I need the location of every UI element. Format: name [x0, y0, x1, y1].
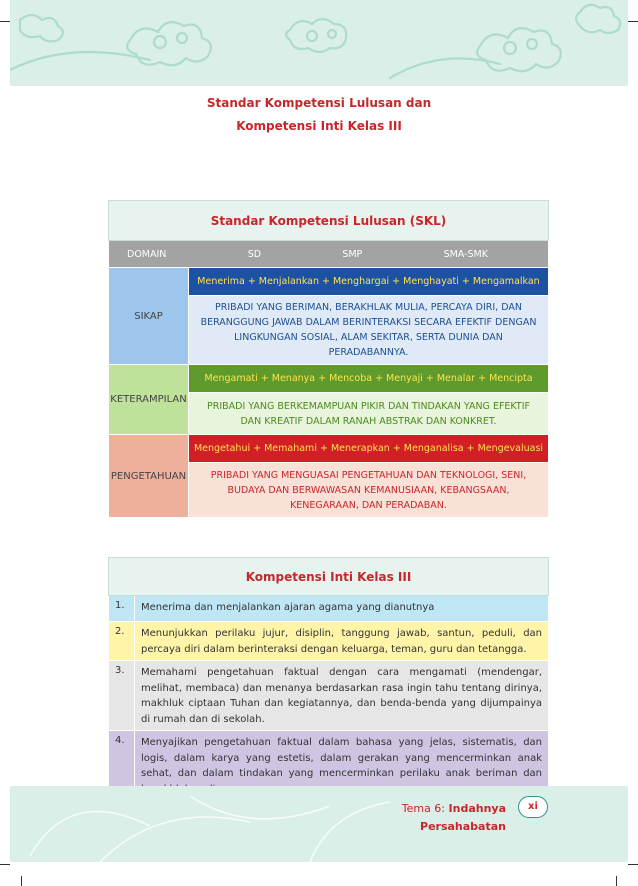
page-number-badge: xi — [518, 796, 548, 818]
skl-column-header-row — [109, 241, 549, 268]
column-header-sd: SD — [247, 248, 262, 260]
footer-theme-title: Indahnya Persahabatan — [420, 802, 506, 833]
table-row — [109, 622, 549, 661]
column-header-domain: DOMAIN — [127, 248, 167, 260]
process-bar-keterampilan: Mengamati + Menanya + Mencoba + Menyaji + Menalar + Mencipta — [189, 365, 549, 393]
domain-cell-keterampilan: KETERAMPILAN — [109, 365, 189, 435]
crop-mark — [0, 864, 10, 865]
crop-mark — [616, 876, 617, 886]
description-keterampilan: PRIBADI YANG BERKEMAMPUAN PIKIR DAN TINDAKAN YANG EFEKTIF DAN KREATIF DALAM RANAH ABSTRAK DAN KONKRET. — [189, 393, 549, 435]
ki-table-title: Kompetensi Inti Kelas III — [109, 558, 549, 596]
row-number: 1. — [109, 596, 135, 622]
column-header-smp: SMP — [342, 248, 363, 260]
page-title: Standar Kompetensi Lulusan dan — [206, 96, 432, 110]
row-text: Memahami pengetahuan faktual dengan cara mengamati (mendengar, melihat, membaca) dan menanya berdasarkan rasa ingin tahu tentang dirinya, makhluk ciptaan Tuhan dan kegiatannya, dan benda-benda yang dijumpainya di rumah dan di sekolah. — [135, 661, 549, 731]
table-row — [109, 661, 549, 731]
domain-cell-sikap: SIKAP — [109, 268, 189, 365]
skl-row-pengetahuan — [109, 435, 549, 463]
process-bar-sikap: Menerima + Menjalankan + Menghargai + Menghayati + Mengamalkan — [189, 268, 549, 296]
crop-mark — [21, 876, 22, 886]
skl-table — [108, 200, 549, 518]
row-number: 3. — [109, 661, 135, 731]
ki-table — [108, 557, 549, 801]
skl-row-keterampilan — [109, 365, 549, 393]
domain-cell-pengetahuan: PENGETAHUAN — [109, 435, 189, 518]
row-number: 2. — [109, 622, 135, 661]
row-text: Menunjukkan perilaku jujur, disiplin, tanggung jawab, santun, peduli, dan percaya diri dalam berinteraksi dengan keluarga, teman, guru dan tetangga. — [135, 622, 549, 661]
skl-row-sikap — [109, 268, 549, 296]
header-decoration — [10, 0, 628, 86]
process-bar-pengetahuan: Mengetahui + Memahami + Menerapkan + Menganalisa + Mengevaluasi — [189, 435, 549, 463]
footer-theme-prefix: Tema 6: — [401, 802, 449, 815]
crop-mark — [628, 864, 638, 865]
description-pengetahuan: PRIBADI YANG MENGUASAI PENGETAHUAN DAN TEKNOLOGI, SENI, BUDAYA DAN BERWAWASAN KEMANUSIAAN, KEBANGSAAN, KENEGARAAN, DAN PERADABAN. — [189, 463, 549, 518]
footer-theme — [320, 800, 506, 836]
row-text: Menerima dan menjalankan ajaran agama yang dianutnya — [135, 596, 549, 622]
column-header-sma-smk: SMA-SMK — [443, 248, 488, 260]
page-subtitle: Kompetensi Inti Kelas III — [236, 119, 402, 133]
description-sikap: PRIBADI YANG BERIMAN, BERAKHLAK MULIA, PERCAYA DIRI, DAN BERANGGUNG JAWAB DALAM BERINTERAKSI SECARA EFEKTIF DENGAN LINGKUNGAN SOSIAL, ALAM SEKITAR, SERTA DUNIA DAN PERADABANNYA. — [189, 296, 549, 365]
crop-mark — [0, 21, 10, 22]
row-number: 4. — [109, 731, 135, 801]
crop-mark — [628, 21, 638, 22]
table-row — [109, 596, 549, 622]
cloud-pattern-icon — [10, 0, 628, 86]
skl-table-title: Standar Kompetensi Lulusan (SKL) — [109, 201, 549, 241]
row-text: Menyajikan pengetahuan faktual dalam bahasa yang jelas, sistematis, dan logis, dalam karya yang estetis, dalam gerakan yang mencerminkan anak sehat, dan dalam tindakan yang mencerminkan perilaku anak beriman dan — [135, 731, 549, 801]
